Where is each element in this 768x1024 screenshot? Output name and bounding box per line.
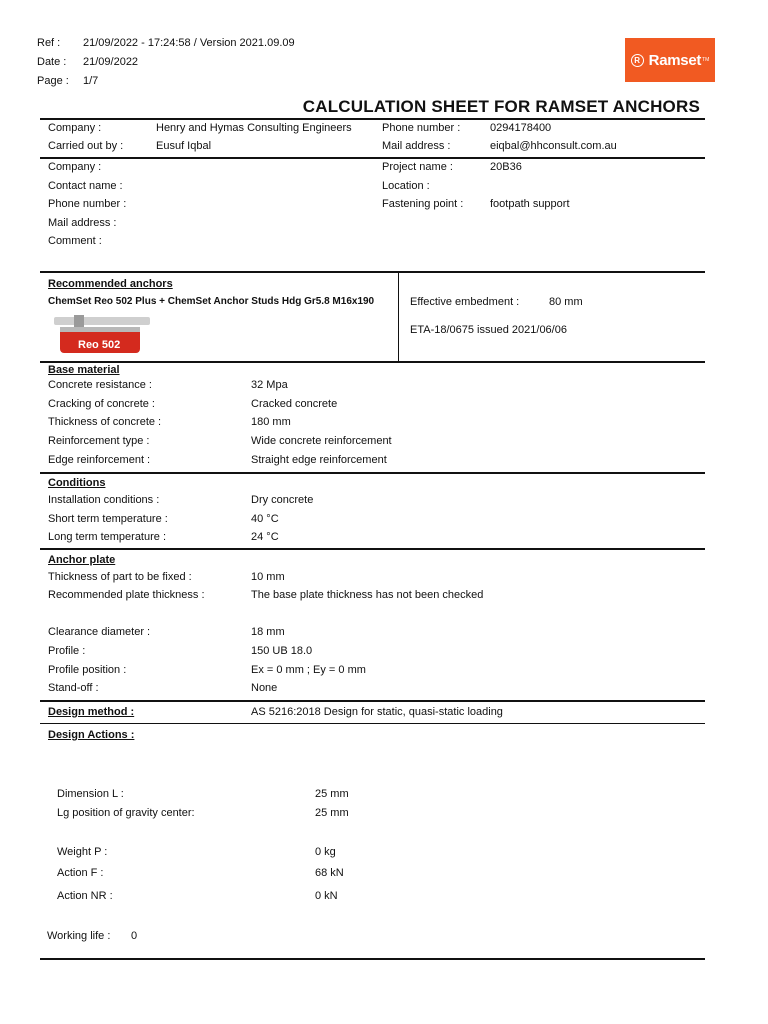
client-contact-label: Contact name : (48, 180, 123, 192)
profile-value: 150 UB 18.0 (251, 645, 313, 657)
effective-embedment-value: 80 mm (549, 296, 583, 308)
long-term-temp-label: Long term temperature : (48, 531, 167, 543)
cartridge-cap (74, 315, 84, 327)
design-method-label: Design method : (48, 706, 135, 718)
consultant-company-label: Company : (48, 122, 102, 134)
clearance-diameter-label: Clearance diameter : (48, 626, 151, 638)
reinforcement-type-value: Wide concrete reinforcement (251, 435, 392, 447)
consultant-mail-value: eiqbal@hhconsult.com.au (490, 140, 617, 152)
working-life-value: 0 (131, 930, 138, 942)
ramset-logo: R Ramset TM (625, 38, 715, 82)
divider (40, 548, 705, 550)
gravity-center-label: Lg position of gravity center: (57, 807, 195, 819)
part-thickness-value: 10 mm (251, 571, 285, 583)
page-title: CALCULATION SHEET FOR RAMSET ANCHORS (302, 97, 700, 116)
short-term-temp-label: Short term temperature : (48, 513, 168, 525)
profile-position-label: Profile position : (48, 664, 127, 676)
recommended-anchors-heading: Recommended anchors (48, 278, 173, 290)
client-company-label: Company : (48, 161, 102, 173)
location-label: Location : (382, 180, 430, 192)
fastening-point-label: Fastening point : (382, 198, 464, 210)
page-label: Page : (37, 75, 69, 87)
anchor-product-name: ChemSet Reo 502 Plus + ChemSet Anchor Studs Hdg Gr5.8 M16x190 (48, 296, 375, 307)
ref-label: Ref : (37, 37, 61, 49)
carried-out-label: Carried out by : (48, 140, 124, 152)
edge-reinforcement-label: Edge reinforcement : (48, 454, 151, 466)
project-name-value: 20B36 (490, 161, 522, 173)
base-material-heading: Base material (48, 364, 120, 376)
conditions-heading: Conditions (48, 477, 106, 489)
installation-conditions-label: Installation conditions : (48, 494, 160, 506)
consultant-mail-label: Mail address : (382, 140, 451, 152)
recommended-plate-thickness-label: Recommended plate thickness : (48, 589, 205, 601)
concrete-thickness-label: Thickness of concrete : (48, 416, 162, 428)
concrete-thickness-value: 180 mm (251, 416, 291, 428)
gravity-center-value: 25 mm (315, 807, 349, 819)
concrete-resistance-value: 32 Mpa (251, 379, 288, 391)
working-life-label: Working life : (47, 930, 111, 942)
ramset-logo-icon: R (631, 54, 644, 67)
dimension-l-value: 25 mm (315, 788, 349, 800)
carried-out-value: Eusuf Iqbal (156, 140, 212, 152)
reinforcement-type-label: Reinforcement type : (48, 435, 150, 447)
weight-value: 0 kg (315, 846, 336, 858)
weight-label: Weight P : (57, 846, 108, 858)
eta-approval: ETA-18/0675 issued 2021/06/06 (410, 324, 567, 336)
cracking-value: Cracked concrete (251, 398, 338, 410)
effective-embedment-label: Effective embedment : (410, 296, 520, 308)
clearance-diameter-value: 18 mm (251, 626, 285, 638)
column-divider (398, 271, 399, 361)
action-nr-value: 0 kN (315, 890, 338, 902)
cartridge-band (60, 327, 140, 332)
client-phone-label: Phone number : (48, 198, 127, 210)
divider (40, 361, 705, 363)
action-nr-label: Action NR : (57, 890, 113, 902)
edge-reinforcement-value: Straight edge reinforcement (251, 454, 387, 466)
project-name-label: Project name : (382, 161, 453, 173)
profile-label: Profile : (48, 645, 86, 657)
stand-off-value: None (251, 682, 278, 694)
recommended-plate-thickness-value: The base plate thickness has not been checked (251, 589, 484, 601)
cartridge-nozzle (54, 317, 150, 325)
divider (40, 958, 705, 960)
cracking-label: Cracking of concrete : (48, 398, 155, 410)
page-value: 1/7 (83, 75, 99, 87)
fastening-point-value: footpath support (490, 198, 570, 210)
design-actions-heading: Design Actions : (48, 729, 135, 741)
client-mail-label: Mail address : (48, 217, 117, 229)
long-term-temp-value: 24 °C (251, 531, 279, 543)
ramset-logo-text: Ramset (648, 51, 702, 69)
part-thickness-label: Thickness of part to be fixed : (48, 571, 192, 583)
divider (40, 157, 705, 159)
consultant-phone-label: Phone number : (382, 122, 461, 134)
ref-value: 21/09/2022 - 17:24:58 / Version 2021.09.09 (83, 37, 295, 49)
divider (40, 271, 705, 273)
short-term-temp-value: 40 °C (251, 513, 279, 525)
design-method-value: AS 5216:2018 Design for static, quasi-static loading (251, 706, 503, 718)
reo502-cartridge-image (52, 313, 152, 355)
consultant-company-value: Henry and Hymas Consulting Engineers (156, 122, 352, 134)
action-f-label: Action F : (57, 867, 104, 879)
date-value: 21/09/2022 (83, 56, 139, 68)
anchor-plate-heading: Anchor plate (48, 554, 116, 566)
stand-off-label: Stand-off : (48, 682, 99, 694)
concrete-resistance-label: Concrete resistance : (48, 379, 152, 391)
cartridge-label: Reo 502 (78, 339, 121, 351)
dimension-l-label: Dimension L : (57, 788, 124, 800)
date-label: Date : (37, 56, 67, 68)
divider (40, 472, 705, 474)
action-f-value: 68 kN (315, 867, 344, 879)
divider (40, 700, 705, 702)
client-comment-label: Comment : (48, 235, 102, 247)
divider (40, 118, 705, 120)
profile-position-value: Ex = 0 mm ; Ey = 0 mm (251, 664, 366, 676)
installation-conditions-value: Dry concrete (251, 494, 314, 506)
consultant-phone-value: 0294178400 (490, 122, 552, 134)
divider (40, 723, 705, 724)
